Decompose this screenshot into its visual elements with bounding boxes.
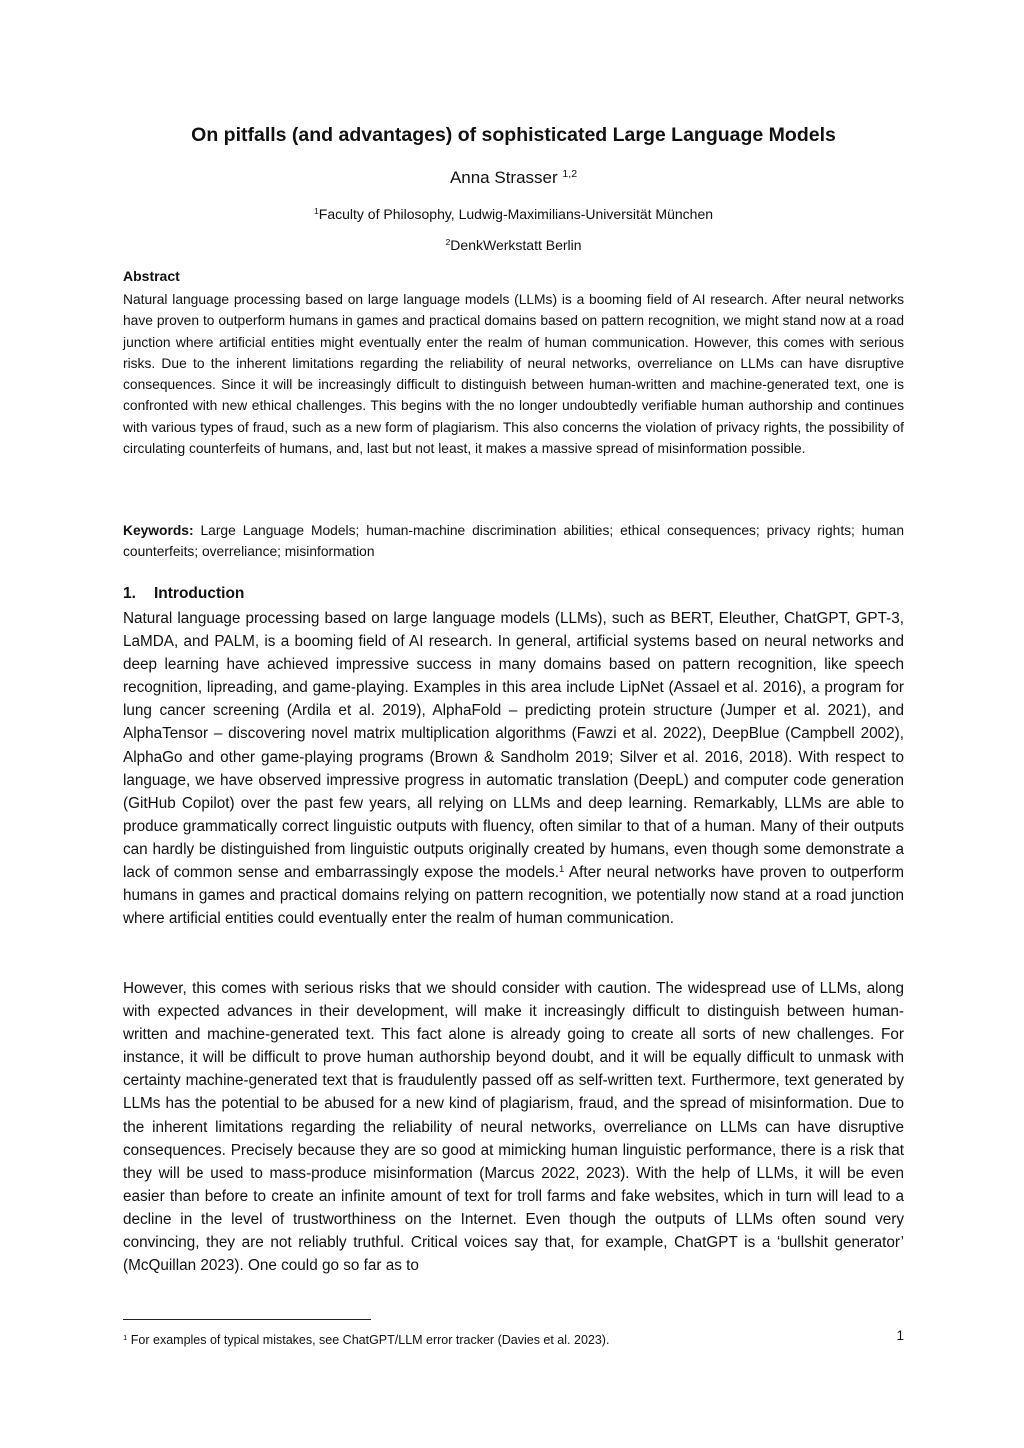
footnote-1-text: For examples of typical mistakes, see ChatGPT/LLM error tracker (Davies et al. 2023). bbox=[127, 1333, 610, 1347]
affiliation-1-text: Faculty of Philosophy, Ludwig-Maximilians-Universität München bbox=[318, 206, 714, 222]
keywords-list: Large Language Models; human-machine discrimination abilities; ethical consequences; privacy rights; human counterfeits; overreliance; misinformation bbox=[123, 523, 904, 560]
author-affiliation-marks: 1,2 bbox=[562, 168, 578, 181]
footnote-1-mark: 1 bbox=[123, 1332, 128, 1342]
affiliation-1-mark: 1 bbox=[313, 206, 319, 217]
keywords-label: Keywords: bbox=[123, 523, 194, 538]
section-heading-introduction bbox=[123, 585, 244, 603]
affiliation-2 bbox=[123, 237, 904, 253]
keywords bbox=[123, 520, 904, 563]
section-number: 1. bbox=[123, 585, 136, 602]
affiliation-2-mark: 2 bbox=[445, 237, 451, 248]
abstract-text: Natural language processing based on large language models (LLMs) is a booming field of AI research. After neural networks have proven to outperform humans in games and practical domains based on pattern recognition, we might stand now at a road junction where artificial entities might eventually enter the realm of human communication. However, this comes with serious risks. Due to the inherent limitations regarding the reliability of neural networks, overreliance on LLMs can have disruptive consequences. Since it will be increasingly difficult to distinguish between human-written and machine-generated text, one is confronted with new ethical challenges. This begins with the no longer undoubtedly verifiable human authorship and continues with various types of fraud, such as a new form of plagiarism. This also concerns the violation of privacy rights, the possibility of circulating counterfeits of humans, and, last but not least, it makes a massive spread of misinformation possible. bbox=[123, 292, 904, 457]
section-title: Introduction bbox=[154, 585, 245, 602]
intro-paragraph-1-continued: After neural networks have proven to outperform humans in games and practical domains relying on pattern recognition, we potentially now stand at a road junction where artificial entities could eventually enter the realm of human communication. bbox=[123, 864, 905, 928]
intro-paragraph-1 bbox=[123, 607, 904, 930]
affiliation-1 bbox=[123, 206, 904, 222]
author-line bbox=[123, 168, 904, 188]
paper-title: On pitfalls (and advantages) of sophisticated Large Language Models bbox=[191, 124, 836, 146]
author-name: Anna Strasser bbox=[449, 168, 558, 187]
affiliation-2-text: DenkWerkstatt Berlin bbox=[450, 237, 582, 253]
intro-paragraph-2: However, this comes with serious risks that we should consider with caution. The widespread use of LLMs, along with expected advances in their development, will make it increasingly difficult to distinguish between human-written and machine-generated text. This fact alone is already going to create all sorts of new challenges. For instance, it will be difficult to prove human authorship beyond doubt, and it will be equally difficult to unmask with certainty machine-generated text that is fraudulently passed off as self-written text. Furthermore, text generated by LLMs has the potential to be abused for a new kind of plagiarism, fraud, and the spread of misinformation. Due to the inherent limitations regarding the reliability of neural networks, overreliance on LLMs can have disruptive consequences. Precisely because they are so good at mimicking human linguistic performance, there is a risk that they will be used to mass-produce misinformation (Marcus 2022, 2023). With the help of LLMs, it will be even easier than before to create an infinite amount of text for troll farms and fake websites, which in turn will lead to a decline in the level of trustworthiness on the Internet. Even though the outputs of LLMs often sound very convincing, they are not reliably truthful. Critical voices say that, for example, ChatGPT is a ‘bullshit generator’ (McQuillan 2023). One could go so far as to bbox=[123, 980, 904, 1275]
abstract-heading: Abstract bbox=[123, 268, 180, 284]
footnote-1 bbox=[123, 1333, 609, 1347]
paper-page bbox=[123, 0, 904, 1448]
footnote-divider bbox=[123, 1319, 371, 1320]
page-number: 1 bbox=[896, 1328, 904, 1343]
intro-paragraph-1-text: Natural language processing based on large language models (LLMs), such as BERT, Eleuther, ChatGPT, GPT-3, LaMDA, and PALM, is a booming field of AI research. In general, artificial systems based on neural networks and deep learning have achieved impressive success in many domains based on pattern recognition, like speech recognition, lipreading, and game-playing. Examples in this area include LipNet (Assael et al. 2016), a program for lung cancer screening (Ardila et al. 2019), AlphaFold – predicting protein structure (Jumper et al. 2021), and AlphaTensor – discovering novel matrix multiplication algorithms (Fawzi et al. 2022), DeepBlue (Campbell 2002), AlphaGo and other game-playing programs (Brown & Sandholm 2019; Silver et al. 2016, 2018). With respect to language, we have observed impressive progress in automatic translation (DeepL) and computer code generation (GitHub Copilot) over the past few years, all relying on LLMs and deep learning. Remarkably, LLMs are able to produce grammatically correct linguistic outputs with fluency, often similar to that of a human. Many of their outputs can hardly be distinguished from linguistic outputs originally created by humans, even though some demonstrate a lack of common sense and embarrassingly expose the models. bbox=[123, 610, 904, 882]
footnote-reference[interactable]: 1 bbox=[559, 863, 565, 875]
